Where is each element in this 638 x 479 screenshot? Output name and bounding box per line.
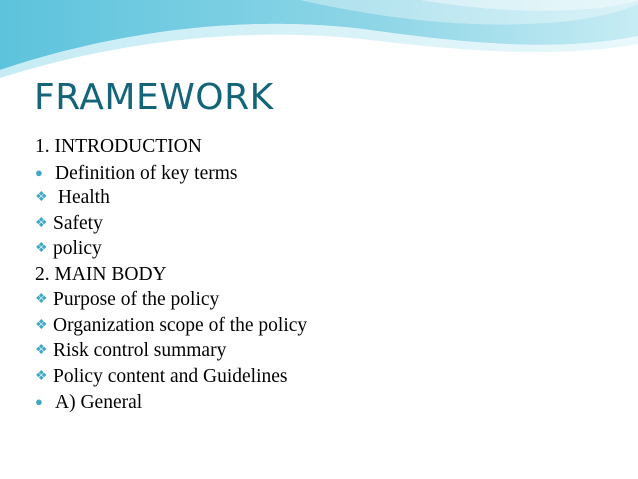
list-item — [35, 364, 625, 390]
list-item — [35, 185, 625, 211]
list-item-text: Policy content and Guidelines — [53, 365, 288, 387]
list-item-text: 2. MAIN BODY — [35, 263, 167, 285]
list-item-text: Definition of key terms — [55, 162, 238, 184]
list-item-text: A) General — [55, 392, 143, 413]
list-item — [35, 287, 625, 313]
list-item — [35, 236, 625, 262]
list-item-text: Health — [53, 187, 110, 208]
slide-title: FRAMEWORK — [34, 77, 274, 118]
list-item — [35, 262, 625, 288]
header-wave-decoration — [0, 0, 638, 80]
list-item — [35, 389, 625, 415]
list-item-text: policy — [53, 238, 102, 259]
list-item-text: Risk control summary — [53, 340, 227, 361]
list-item — [35, 160, 625, 186]
slide-content — [35, 134, 625, 415]
diamond-bullet-icon: ❖ — [35, 190, 48, 205]
list-item — [35, 313, 625, 339]
list-item — [35, 134, 625, 160]
diamond-bullet-icon: ❖ — [35, 368, 48, 384]
diamond-bullet-icon: ❖ — [35, 292, 48, 307]
dot-bullet-icon: ● — [35, 164, 43, 180]
diamond-bullet-icon: ❖ — [35, 317, 48, 333]
list-item-text: Purpose of the policy — [53, 289, 220, 310]
diamond-bullet-icon: ❖ — [35, 343, 48, 358]
list-item-text: Organization scope of the policy — [53, 314, 308, 336]
diamond-bullet-icon: ❖ — [35, 241, 48, 256]
dot-bullet-icon: ● — [35, 394, 43, 409]
list-item — [35, 211, 625, 237]
list-item-text: Safety — [53, 212, 103, 234]
diamond-bullet-icon: ❖ — [35, 215, 48, 231]
list-item-text: 1. INTRODUCTION — [35, 136, 202, 157]
list-item — [35, 338, 625, 364]
